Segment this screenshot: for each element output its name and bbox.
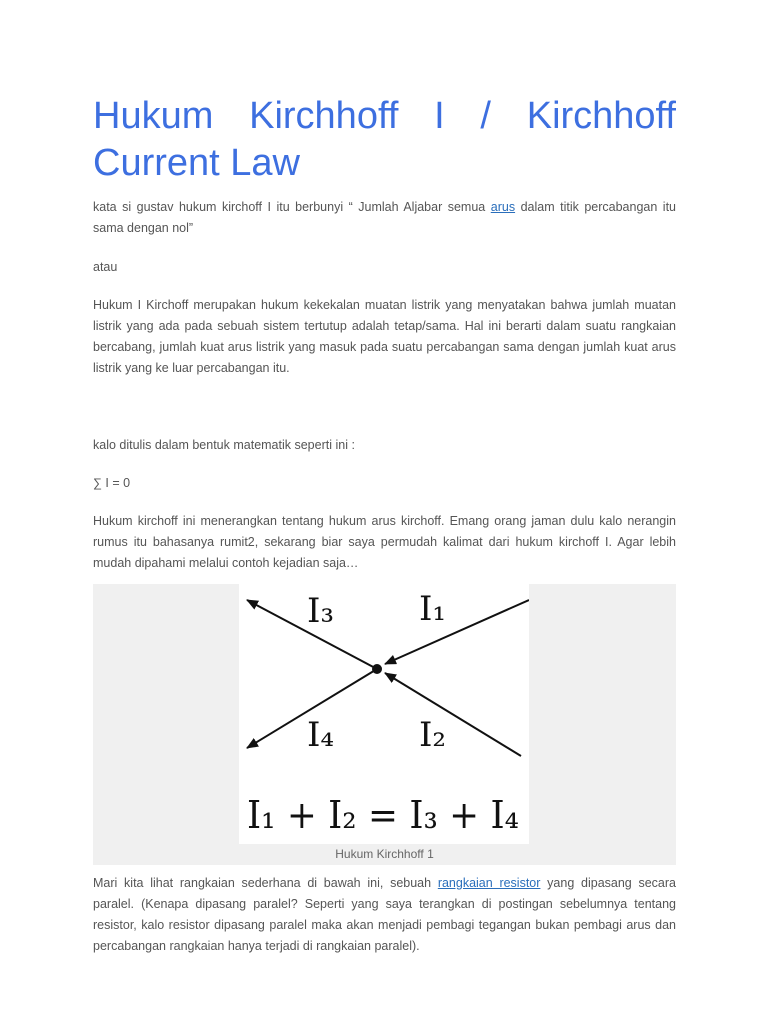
kirchhoff-diagram — [239, 584, 529, 844]
article-title-line2: Current Law — [93, 142, 300, 184]
quote-text-after: dalam titik percabangan itu sama dengan nol” — [93, 200, 677, 235]
quote-paragraph — [93, 197, 676, 239]
figure-caption: Hukum Kirchhoff 1 — [335, 847, 434, 861]
junction-diagram-svg — [239, 584, 529, 844]
mari-text-after: yang dipasang secara paralel. (Kenapa dipasang paralel? Seperti yang saya terangkan di postingan sebelumnya tentang resistor, kalo resistor dipasang paralel maka akan menjadi pembagi tegangan bukan pembagi arus dan percabangan rangkaian hanya terjadi di rangkaian paralel). — [93, 876, 676, 953]
article-title-line1: Hukum Kirchhoff I / Kirchhoff — [93, 95, 676, 137]
junction-node — [372, 664, 382, 674]
rangkaian-resistor-link[interactable]: rangkaian resistor — [437, 876, 541, 890]
sum-formula: ∑ I = 0 — [93, 476, 131, 490]
explain-paragraph: Hukum kirchoff ini menerangkan tentang hukum arus kirchoff. Emang orang jaman dulu kalo nerangin rumus itu bahasanya rumit2, sekarang biar saya permudah kalimat dari hukum kirchoff I. Agar lebih mudah dipahami melalui contoh kejadian saja… — [93, 514, 676, 570]
label-i2: I₂ — [419, 715, 447, 755]
atau-paragraph: atau — [93, 260, 118, 274]
label-i1: I₁ — [419, 589, 447, 629]
kirchhoff-figure — [93, 584, 676, 865]
law-paragraph: Hukum I Kirchoff merupakan hukum kekekalan muatan listrik yang menyatakan bahwa jumlah muatan listrik yang ada pada sebuah sistem tertutup adalah tetap/sama. Hal ini berarti dalam suatu rangkaian bercabang, jumlah kuat arus listrik yang masuk pada suatu percabangan sama dengan jumlah kuat arus listrik yang ke luar percabangan itu. — [93, 298, 676, 375]
kcl-equation: I₁ + I₂ = I₃ + I₄ — [247, 793, 519, 837]
mari-paragraph — [93, 873, 676, 957]
math-intro-paragraph: kalo ditulis dalam bentuk matematik seperti ini : — [93, 438, 355, 452]
wire-i1 — [385, 600, 529, 664]
wire-i2 — [385, 673, 521, 756]
article — [93, 93, 676, 957]
label-i4: I₄ — [307, 715, 335, 755]
label-i3: I₃ — [307, 591, 335, 631]
article-title — [93, 93, 676, 187]
quote-text-before: kata si gustav hukum kirchoff I itu berbunyi “ Jumlah Aljabar semua — [93, 200, 491, 214]
mari-text-before: Mari kita lihat rangkaian sederhana di bawah ini, sebuah — [93, 876, 438, 890]
arus-link[interactable]: arus — [490, 200, 516, 214]
